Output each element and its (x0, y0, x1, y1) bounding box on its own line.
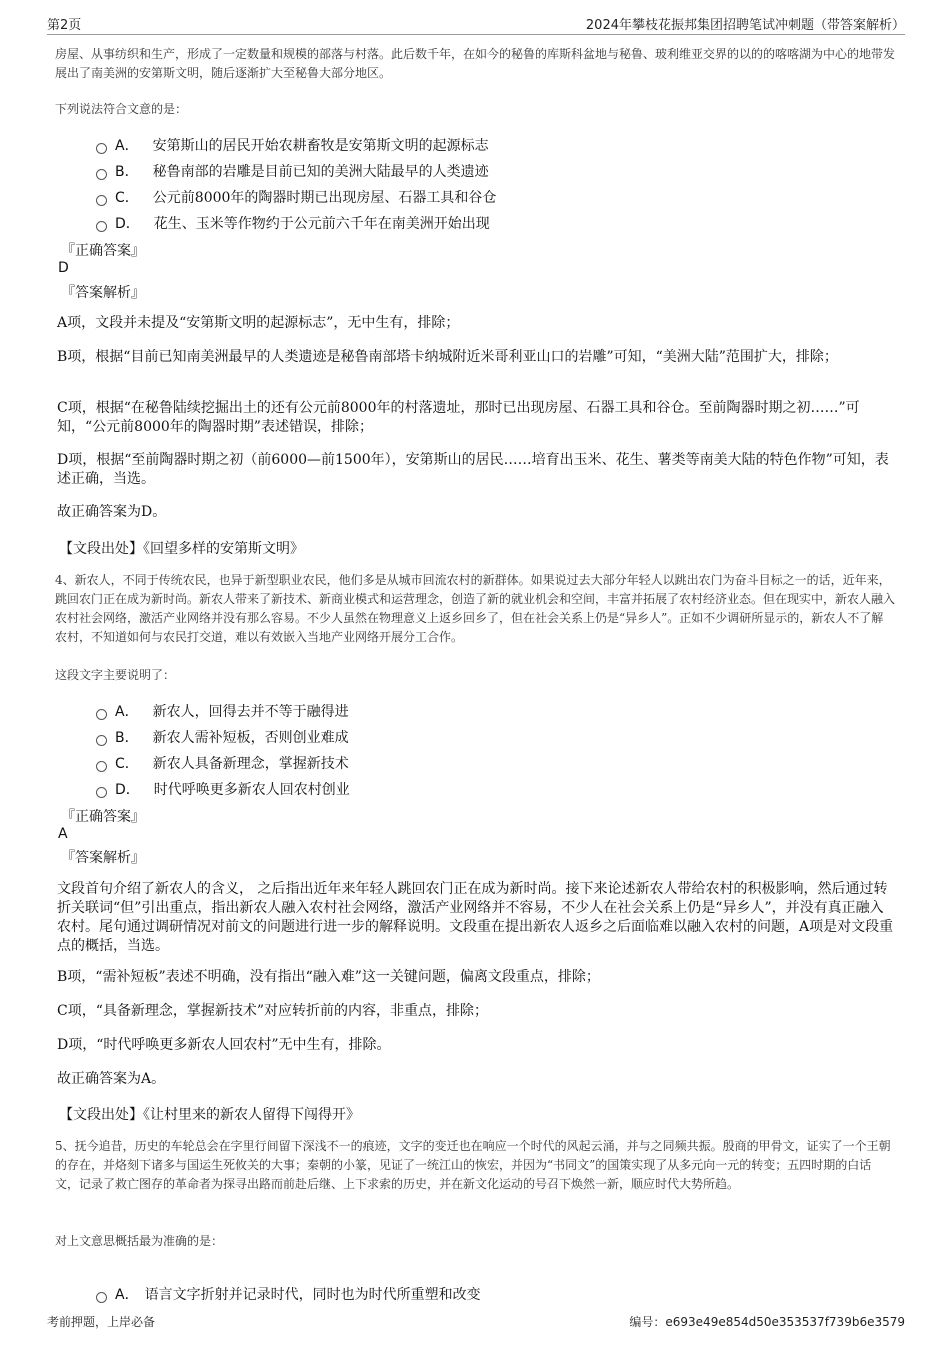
q4-analysis-label: 『答案解析』 (61, 850, 145, 866)
radio-icon[interactable] (96, 1292, 107, 1303)
footer-slogan: 考前押题，上岸必备 (47, 1315, 156, 1329)
q5-question: 对上文意思概括最为准确的是： (55, 1234, 224, 1248)
q3-analysis-c: C项，根据“在秘鲁陆续挖掘出土的还有公元前8000年的村落遗址，那时已出现房屋、石器工具和谷仓。至前陶器时期之初……”可知，“公元前8000年的陶器时期”表述错误，排除； (57, 400, 860, 435)
q4-analysis-c: C项，“具备新理念，掌握新技术”对应转折前的内容，非重点，排除； (57, 1003, 489, 1019)
radio-icon[interactable] (96, 195, 107, 206)
q4-answer-label: 『正确答案』 (61, 809, 145, 825)
q3-option-c[interactable]: C． 公元前8000年的陶器时期已出现房屋、石器工具和谷仓 (96, 187, 496, 207)
q3-analysis-d: D项，根据“至前陶器时期之初（前6000—前1500年），安第斯山的居民……培育出玉米、花生、薯类等南美大陆的特色作物”可知，表述正确，当选。 (57, 452, 889, 487)
q4-option-b[interactable]: B． 新农人需补短板，否则创业难成 (96, 727, 349, 747)
radio-icon[interactable] (96, 709, 107, 720)
q3-conclusion: 故正确答案为D。 (57, 504, 167, 520)
q4-option-d[interactable]: D． 时代呼唤更多新农人回农村创业 (96, 779, 350, 799)
radio-icon[interactable] (96, 143, 107, 154)
q3-answer-label: 『正确答案』 (61, 243, 145, 259)
page-number: 第2页 (47, 18, 82, 33)
q4-source: 【文段出处】《让村里来的新农人留得下闯得开》 (59, 1107, 360, 1123)
q3-analysis-a: A项，文段并未提及“安第斯文明的起源标志”，无中生有，排除； (57, 315, 460, 331)
radio-icon[interactable] (96, 735, 107, 746)
radio-icon[interactable] (96, 221, 107, 232)
q3-analysis-b: B项，根据“目前已知南美洲最早的人类遗迹是秘鲁南部塔卡纳城附近米哥利亚山口的岩雕”可知，“美洲大陆”范围扩大，排除； (57, 349, 838, 365)
document-id: 编号：e693e49e854d50e353537f739b6e3579 (629, 1315, 905, 1329)
q4-analysis-main: 文段首句介绍了新农人的含义， 之后指出近年来年轻人跳回农门正在成为新时尚。接下来论述新农人带给农村的积极影响，然后通过转折关联词“但”引出重点，指出新农人融入农村社会网络，激活产业网络并不容易，不少人在社会关系上仍是“异乡人”，并没有真正融入农村。尾句通过调研情况对前文的问题进行进一步的解释说明。文段重在提出新农人返乡之后面临难以融入农村的问题，A项是对文段重点的概括，当选。 (57, 881, 894, 954)
q3-answer: D (58, 260, 69, 276)
radio-icon[interactable] (96, 787, 107, 798)
q4-option-a[interactable]: A． 新农人，回得去并不等于融得进 (96, 701, 349, 721)
q4-analysis-b: B项，“需补短板”表述不明确，没有指出“融入难”这一关键问题，偏离文段重点，排除； (57, 969, 600, 985)
q3-analysis-label: 『答案解析』 (61, 285, 145, 301)
q3-option-a[interactable]: A． 安第斯山的居民开始农耕畜牧是安第斯文明的起源标志 (96, 135, 489, 155)
q3-passage-tail: 房屋、从事纺织和生产，形成了一定数量和规模的部落与村落。此后数千年，在如今的秘鲁的库斯科盆地与秘鲁、玻利维亚交界的以的的喀喀湖为中心的地带发展出了南美洲的安第斯文明，随后逐渐扩大至秘鲁大部分地区。 (55, 47, 896, 80)
q4-conclusion: 故正确答案为A。 (57, 1071, 166, 1087)
page-header (47, 14, 905, 35)
q4-analysis-d: D项，“时代呼唤更多新农人回农村”无中生有，排除。 (57, 1037, 391, 1053)
radio-icon[interactable] (96, 169, 107, 180)
radio-icon[interactable] (96, 761, 107, 772)
q5-passage: 5、抚今追昔，历史的车轮总会在字里行间留下深浅不一的痕迹，文字的变迁也在响应一个时代的风起云涌，并与之同频共振。殷商的甲骨文，证实了一个王朝的存在，并烙刻下诸多与国运生死攸关的大事；秦朝的小篆，见证了一统江山的恢宏，并因为“书同文”的国策实现了从多元向一元的转变；五四时期的白话文，记录了救亡图存的革命者为探寻出路而前赴后继、上下求索的历史，并在新文化运动的号召下焕然一新，顺应时代大势所趋。 (55, 1139, 891, 1191)
q4-question: 这段文字主要说明了： (55, 668, 176, 682)
document-title: 2024年攀枝花振邦集团招聘笔试冲刺题（带答案解析） (585, 18, 905, 33)
q3-option-d[interactable]: D． 花生、玉米等作物约于公元前六千年在南美洲开始出现 (96, 213, 490, 233)
q3-question: 下列说法符合文意的是： (55, 102, 188, 116)
q5-option-a[interactable]: A． 语言文字折射并记录时代，同时也为时代所重塑和改变 (96, 1284, 481, 1304)
q4-option-c[interactable]: C． 新农人具备新理念，掌握新技术 (96, 753, 349, 773)
q4-passage: 4、新农人，不同于传统农民，也异于新型职业农民，他们多是从城市回流农村的新群体。如果说过去大部分年轻人以跳出农门为奋斗目标之一的话，近年来，跳回农门正在成为新时尚。新农人带来了新技术、新商业模式和运营理念，创造了新的就业机会和空间，丰富并拓展了农村经济业态。但在现实中，新农人融入农村社会网络，激活产业网络并没有那么容易。不少人虽然在物理意义上返乡回乡了，但在社会关系上仍是“异乡人”。正如不少调研所显示的，新农人不了解农村，不知道如何与农民打交道，难以有效嵌入当地产业网络开展分工合作。 (55, 573, 896, 644)
q3-source: 【文段出处】《回望多样的安第斯文明》 (59, 541, 304, 557)
q3-option-b[interactable]: B． 秘鲁南部的岩雕是目前已知的美洲大陆最早的人类遗迹 (96, 161, 489, 181)
q4-answer: A (58, 826, 68, 842)
